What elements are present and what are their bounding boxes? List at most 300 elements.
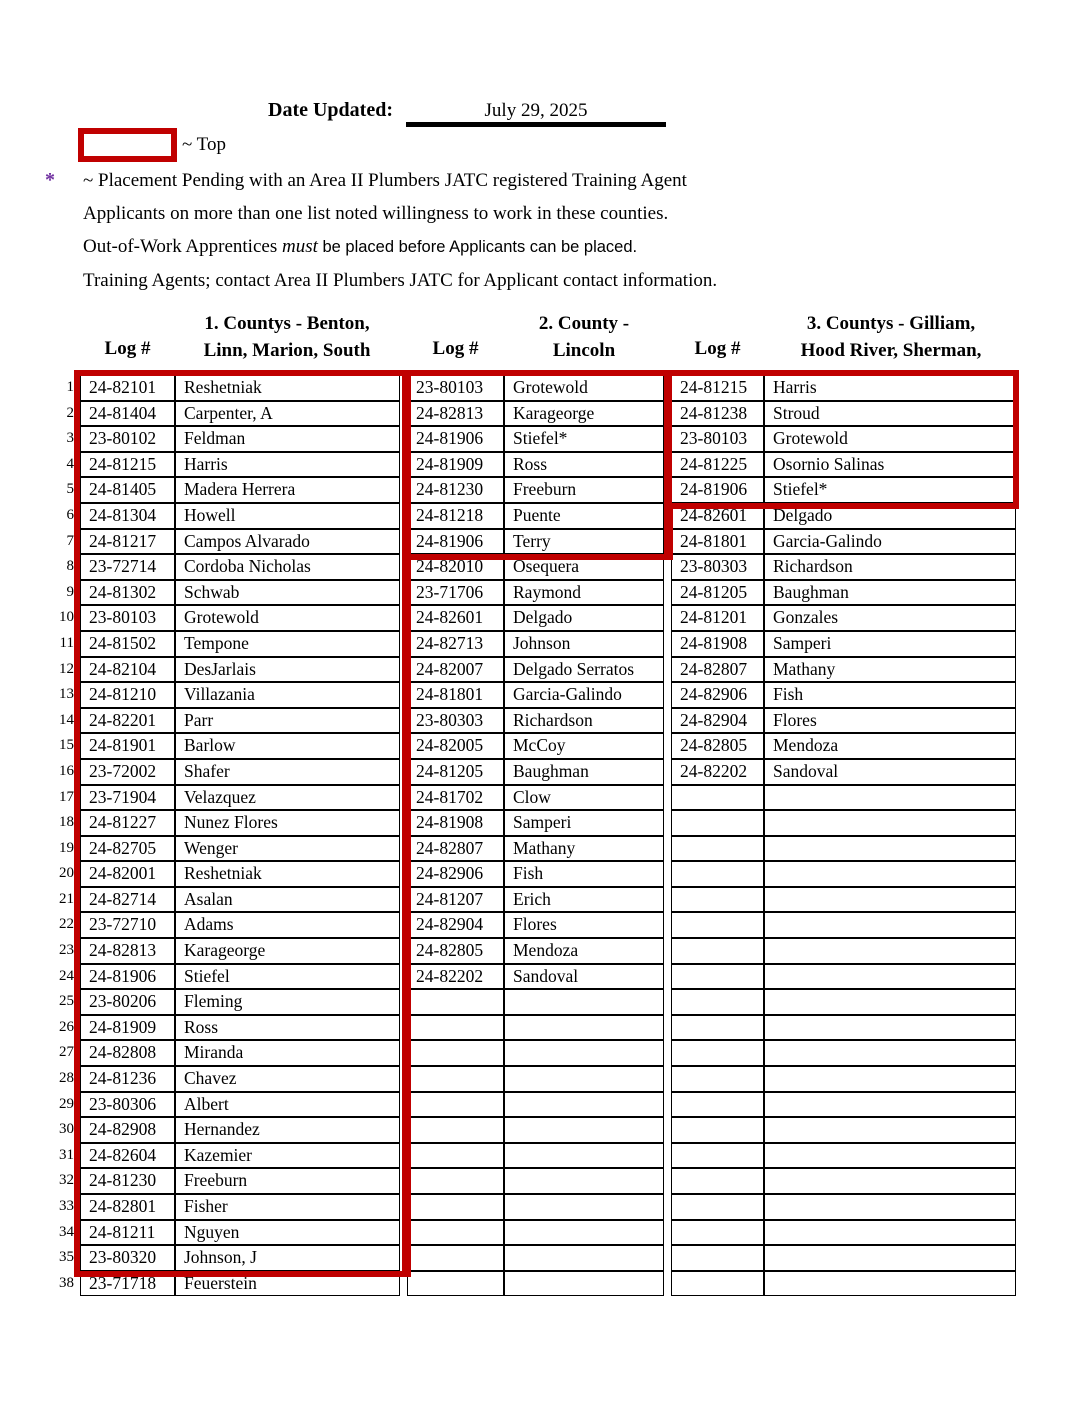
- log-cell: 24-81908: [671, 631, 764, 657]
- log-cell: 24-81218: [407, 503, 504, 529]
- name-cell: [764, 810, 1016, 836]
- log-cell: 24-81238: [671, 401, 764, 427]
- name-cell: Garcia-Galindo: [764, 529, 1016, 555]
- name-cell: [764, 1168, 1016, 1194]
- column-gap: [400, 452, 407, 478]
- name-cell: McCoy: [504, 733, 664, 759]
- column-gap: [400, 1245, 407, 1271]
- column-gap: [400, 1117, 407, 1143]
- row-number: 28: [59, 1070, 74, 1087]
- log-cell: 24-81302: [80, 580, 175, 606]
- log-cell: 24-82808: [80, 1040, 175, 1066]
- row-number: 14: [59, 711, 74, 728]
- column-gap: [664, 682, 671, 708]
- column-gap: [664, 785, 671, 811]
- column-gap: [400, 631, 407, 657]
- log-cell: 23-80320: [80, 1245, 175, 1271]
- row-number: 20: [59, 865, 74, 882]
- log-cell: 24-81230: [407, 477, 504, 503]
- log-cell: 24-81236: [80, 1066, 175, 1092]
- name-cell: Barlow: [175, 733, 400, 759]
- row-number: 26: [59, 1018, 74, 1035]
- log-cell: 24-82714: [80, 887, 175, 913]
- log-cell: [671, 1040, 764, 1066]
- name-cell: Gonzales: [764, 605, 1016, 631]
- log-cell: [671, 989, 764, 1015]
- log-cell: [407, 1168, 504, 1194]
- name-cell: Fleming: [175, 989, 400, 1015]
- column-gap: [400, 477, 407, 503]
- column-gap: [400, 861, 407, 887]
- note-training-agents: Training Agents; contact Area II Plumbers JATC for Applicant contact information.: [83, 270, 718, 291]
- column-gap: [400, 1066, 407, 1092]
- log-cell: 24-82805: [407, 938, 504, 964]
- name-cell: [764, 1092, 1016, 1118]
- column-gap: [664, 938, 671, 964]
- row-number: 19: [59, 839, 74, 856]
- row-number: 1: [66, 379, 74, 395]
- name-cell: Velazquez: [175, 785, 400, 811]
- name-cell: Flores: [504, 912, 664, 938]
- log-cell: 24-82001: [80, 861, 175, 887]
- name-cell: Johnson: [504, 631, 664, 657]
- log-cell: [671, 964, 764, 990]
- log-cell: [407, 1220, 504, 1246]
- log-cell: 23-80102: [80, 426, 175, 452]
- column-gap: [400, 1143, 407, 1169]
- column-gap: [400, 785, 407, 811]
- log-cell: 24-81405: [80, 477, 175, 503]
- top-note: ~ Top: [182, 134, 226, 155]
- note-out-of-work-serif: Out-of-Work Apprentices: [83, 236, 282, 257]
- column-gap: [664, 1245, 671, 1271]
- name-cell: [764, 964, 1016, 990]
- name-cell: Karageorge: [504, 401, 664, 427]
- log-cell: 24-81404: [80, 401, 175, 427]
- name-cell: Johnson, J: [175, 1245, 400, 1271]
- column-gap: [664, 1117, 671, 1143]
- column-gap: [400, 1220, 407, 1246]
- name-cell: Feuerstein: [175, 1271, 400, 1297]
- name-cell: Delgado: [764, 503, 1016, 529]
- log-cell: 24-82906: [407, 861, 504, 887]
- log-cell: [671, 1015, 764, 1041]
- name-cell: Schwab: [175, 580, 400, 606]
- name-cell: Reshetniak: [175, 375, 400, 401]
- log-cell: [671, 887, 764, 913]
- name-cell: [764, 1245, 1016, 1271]
- log-cell: [671, 1245, 764, 1271]
- column-gap: [664, 1066, 671, 1092]
- log-cell: 23-71706: [407, 580, 504, 606]
- log-cell: [671, 1117, 764, 1143]
- log-cell: [407, 1271, 504, 1297]
- log-cell: [407, 1092, 504, 1118]
- log-cell: [671, 810, 764, 836]
- log-cell: 24-81906: [407, 529, 504, 555]
- row-number: 18: [59, 814, 74, 831]
- name-cell: Wenger: [175, 836, 400, 862]
- name-cell: Albert: [175, 1092, 400, 1118]
- column-gap: [400, 938, 407, 964]
- log-cell: 24-82813: [407, 401, 504, 427]
- log-cell: 23-80303: [671, 554, 764, 580]
- name-cell: Cordoba Nicholas: [175, 554, 400, 580]
- column-gap: [664, 708, 671, 734]
- row-number-gutter: [30, 375, 74, 1296]
- log-cell: 24-81210: [80, 682, 175, 708]
- log-cell: 24-81215: [671, 375, 764, 401]
- row-number: 3: [66, 430, 74, 447]
- name-cell: Feldman: [175, 426, 400, 452]
- log-cell: 23-71904: [80, 785, 175, 811]
- log-cell: 24-82010: [407, 554, 504, 580]
- row-number: 23: [59, 942, 74, 959]
- log-cell: [671, 912, 764, 938]
- log-cell: [407, 1066, 504, 1092]
- column-gap: [664, 605, 671, 631]
- row-number: 16: [59, 762, 74, 779]
- name-cell: Osequera: [504, 554, 664, 580]
- log-cell: 24-81211: [80, 1220, 175, 1246]
- column-gap: [664, 631, 671, 657]
- log-cell: [671, 1194, 764, 1220]
- name-cell: Villazania: [175, 682, 400, 708]
- log-cell: 23-80306: [80, 1092, 175, 1118]
- log-cell: [671, 861, 764, 887]
- log-cell: 24-82007: [407, 657, 504, 683]
- group3-log-header: Log #: [694, 338, 741, 359]
- log-cell: 24-81207: [407, 887, 504, 913]
- name-cell: Terry: [504, 529, 664, 555]
- name-cell: Reshetniak: [175, 861, 400, 887]
- column-gap: [664, 887, 671, 913]
- log-cell: [671, 1168, 764, 1194]
- column-gap: [400, 759, 407, 785]
- name-cell: [764, 989, 1016, 1015]
- log-cell: 24-82202: [407, 964, 504, 990]
- log-cell: [671, 1271, 764, 1297]
- name-cell: Stiefel: [175, 964, 400, 990]
- column-gap: [400, 1040, 407, 1066]
- row-number: 21: [59, 890, 74, 907]
- date-updated-value: July 29, 2025: [484, 100, 588, 121]
- log-cell: 24-82104: [80, 657, 175, 683]
- name-cell: [764, 1015, 1016, 1041]
- name-cell: Harris: [175, 452, 400, 478]
- name-cell: Shafer: [175, 759, 400, 785]
- name-cell: Mathany: [764, 657, 1016, 683]
- group1-title: 1. Countys - Benton, Linn, Marion, South: [203, 313, 371, 361]
- name-cell: [764, 1143, 1016, 1169]
- name-cell: [764, 912, 1016, 938]
- log-cell: [671, 785, 764, 811]
- name-cell: [504, 1220, 664, 1246]
- log-cell: [407, 1040, 504, 1066]
- name-cell: Campos Alvarado: [175, 529, 400, 555]
- column-gap: [664, 580, 671, 606]
- note-out-of-work: [83, 236, 637, 258]
- name-cell: [764, 1040, 1016, 1066]
- log-cell: 23-72714: [80, 554, 175, 580]
- log-cell: 24-82813: [80, 938, 175, 964]
- name-cell: Baughman: [764, 580, 1016, 606]
- log-cell: [407, 1245, 504, 1271]
- column-gap: [400, 1015, 407, 1041]
- group2-log-header: Log #: [432, 338, 479, 359]
- row-number: 11: [59, 634, 74, 651]
- name-cell: Ross: [504, 452, 664, 478]
- name-cell: Clow: [504, 785, 664, 811]
- name-cell: Asalan: [175, 887, 400, 913]
- row-number: 27: [59, 1044, 74, 1061]
- name-cell: Garcia-Galindo: [504, 682, 664, 708]
- group1-log-header: Log #: [104, 338, 151, 359]
- name-cell: [504, 1271, 664, 1297]
- column-gap: [664, 426, 671, 452]
- note-out-of-work-italic: must: [281, 236, 318, 257]
- log-cell: 24-82101: [80, 375, 175, 401]
- red-legend-box: [78, 128, 177, 162]
- note-multiple-lists: Applicants on more than one list noted willingness to work in these counties.: [83, 203, 669, 224]
- name-cell: [504, 1092, 664, 1118]
- name-cell: Nunez Flores: [175, 810, 400, 836]
- name-cell: Puente: [504, 503, 664, 529]
- name-cell: [764, 1066, 1016, 1092]
- name-cell: Howell: [175, 503, 400, 529]
- log-cell: [407, 1015, 504, 1041]
- name-cell: Samperi: [504, 810, 664, 836]
- row-number: 33: [59, 1198, 74, 1214]
- placement-pending-asterisk: *: [45, 169, 55, 191]
- name-cell: [764, 785, 1016, 811]
- log-cell: 24-81909: [80, 1015, 175, 1041]
- row-number: 32: [59, 1172, 74, 1189]
- log-cell: 24-82908: [80, 1117, 175, 1143]
- column-gap: [400, 503, 407, 529]
- name-cell: [504, 1143, 664, 1169]
- log-cell: [407, 1117, 504, 1143]
- name-cell: Grotewold: [175, 605, 400, 631]
- column-gap: [664, 810, 671, 836]
- date-updated-label: Date Updated:: [268, 99, 393, 121]
- log-cell: 24-81230: [80, 1168, 175, 1194]
- name-cell: [504, 1245, 664, 1271]
- column-gap: [664, 1143, 671, 1169]
- row-number: 15: [59, 737, 74, 754]
- name-cell: [504, 1194, 664, 1220]
- log-cell: 24-81906: [80, 964, 175, 990]
- name-cell: [504, 1066, 664, 1092]
- apprentice-grid: [80, 375, 1016, 1296]
- name-cell: Sandoval: [504, 964, 664, 990]
- log-cell: 24-81502: [80, 631, 175, 657]
- name-cell: [764, 1220, 1016, 1246]
- column-gap: [664, 452, 671, 478]
- log-cell: 24-82904: [671, 708, 764, 734]
- log-cell: 24-81225: [671, 452, 764, 478]
- name-cell: Karageorge: [175, 938, 400, 964]
- column-gap: [664, 733, 671, 759]
- column-gap: [400, 426, 407, 452]
- column-gap: [664, 554, 671, 580]
- log-cell: 24-82705: [80, 836, 175, 862]
- log-cell: 24-81901: [80, 733, 175, 759]
- log-cell: 24-82604: [80, 1143, 175, 1169]
- name-cell: Hernandez: [175, 1117, 400, 1143]
- name-cell: Richardson: [504, 708, 664, 734]
- log-cell: 24-81908: [407, 810, 504, 836]
- column-gap: [400, 554, 407, 580]
- log-cell: 24-81906: [407, 426, 504, 452]
- row-number: 31: [59, 1146, 74, 1163]
- name-cell: [764, 887, 1016, 913]
- name-cell: Madera Herrera: [175, 477, 400, 503]
- name-cell: Ross: [175, 1015, 400, 1041]
- column-gap: [400, 836, 407, 862]
- column-gap: [400, 1092, 407, 1118]
- column-gap: [400, 1168, 407, 1194]
- column-gap: [400, 657, 407, 683]
- name-cell: Grotewold: [764, 426, 1016, 452]
- group3-title: 3. Countys - Gilliam, Hood River, Sherman,: [800, 313, 982, 361]
- log-cell: [671, 1143, 764, 1169]
- name-cell: Carpenter, A: [175, 401, 400, 427]
- log-cell: 24-82805: [671, 733, 764, 759]
- log-cell: 24-81217: [80, 529, 175, 555]
- log-cell: [671, 1092, 764, 1118]
- column-gap: [664, 989, 671, 1015]
- row-number: 17: [59, 788, 74, 805]
- name-cell: Delgado Serratos: [504, 657, 664, 683]
- column-gap: [664, 401, 671, 427]
- column-gap: [400, 580, 407, 606]
- name-cell: Adams: [175, 912, 400, 938]
- column-gap: [400, 1271, 407, 1297]
- row-number: 12: [59, 660, 74, 677]
- row-number: 9: [66, 583, 74, 600]
- name-cell: [504, 1168, 664, 1194]
- row-number: 6: [66, 506, 74, 523]
- name-cell: Fisher: [175, 1194, 400, 1220]
- name-cell: [764, 938, 1016, 964]
- column-gap: [400, 887, 407, 913]
- column-gap: [400, 964, 407, 990]
- column-gap: [664, 657, 671, 683]
- column-gap: [664, 477, 671, 503]
- column-gap: [400, 375, 407, 401]
- column-gap: [664, 836, 671, 862]
- name-cell: Erich: [504, 887, 664, 913]
- name-cell: Freeburn: [175, 1168, 400, 1194]
- name-cell: Flores: [764, 708, 1016, 734]
- column-gap: [400, 401, 407, 427]
- name-cell: Fish: [504, 861, 664, 887]
- column-gap: [664, 964, 671, 990]
- row-number: 24: [59, 967, 74, 984]
- log-cell: 24-81227: [80, 810, 175, 836]
- column-gap: [400, 708, 407, 734]
- name-cell: Grotewold: [504, 375, 664, 401]
- name-cell: Raymond: [504, 580, 664, 606]
- name-cell: Stiefel*: [764, 477, 1016, 503]
- log-cell: 23-72002: [80, 759, 175, 785]
- row-number: 13: [59, 686, 74, 703]
- name-cell: Freeburn: [504, 477, 664, 503]
- log-cell: 24-81304: [80, 503, 175, 529]
- column-gap: [664, 759, 671, 785]
- column-gap: [664, 375, 671, 401]
- log-cell: [407, 989, 504, 1015]
- log-cell: [671, 938, 764, 964]
- column-gap: [400, 733, 407, 759]
- log-cell: 24-82601: [671, 503, 764, 529]
- column-gap: [664, 529, 671, 555]
- log-cell: 24-81909: [407, 452, 504, 478]
- log-cell: 24-81801: [671, 529, 764, 555]
- row-number: 35: [59, 1249, 74, 1266]
- name-cell: Miranda: [175, 1040, 400, 1066]
- log-cell: 23-71718: [80, 1271, 175, 1297]
- log-cell: [671, 1220, 764, 1246]
- name-cell: Tempone: [175, 631, 400, 657]
- log-cell: [671, 1066, 764, 1092]
- name-cell: Stiefel*: [504, 426, 664, 452]
- log-cell: [671, 836, 764, 862]
- log-cell: 23-80103: [671, 426, 764, 452]
- column-gap: [400, 529, 407, 555]
- name-cell: Mendoza: [764, 733, 1016, 759]
- name-cell: Richardson: [764, 554, 1016, 580]
- name-cell: DesJarlais: [175, 657, 400, 683]
- group2-title: 2. County - Lincoln: [538, 313, 630, 361]
- log-cell: 24-81205: [407, 759, 504, 785]
- row-number: 30: [59, 1121, 74, 1138]
- log-cell: 24-82801: [80, 1194, 175, 1220]
- name-cell: [764, 861, 1016, 887]
- log-cell: 24-82005: [407, 733, 504, 759]
- name-cell: [504, 1015, 664, 1041]
- column-gap: [664, 503, 671, 529]
- log-cell: 24-82807: [671, 657, 764, 683]
- name-cell: Mathany: [504, 836, 664, 862]
- column-gap: [664, 1220, 671, 1246]
- date-underline: [406, 122, 666, 127]
- log-cell: 24-81205: [671, 580, 764, 606]
- name-cell: [764, 1117, 1016, 1143]
- name-cell: [504, 1117, 664, 1143]
- log-cell: 24-82202: [671, 759, 764, 785]
- name-cell: Baughman: [504, 759, 664, 785]
- name-cell: [504, 989, 664, 1015]
- column-gap: [400, 605, 407, 631]
- name-cell: Fish: [764, 682, 1016, 708]
- name-cell: Sandoval: [764, 759, 1016, 785]
- column-gap: [400, 989, 407, 1015]
- log-cell: 24-82807: [407, 836, 504, 862]
- column-gap: [664, 1015, 671, 1041]
- log-cell: 24-82601: [407, 605, 504, 631]
- row-number: 25: [59, 993, 74, 1010]
- log-cell: 24-81801: [407, 682, 504, 708]
- log-cell: 24-81215: [80, 452, 175, 478]
- name-cell: Mendoza: [504, 938, 664, 964]
- note-placement-pending: ~ Placement Pending with an Area II Plumbers JATC registered Training Agent: [83, 170, 687, 191]
- log-cell: 24-81906: [671, 477, 764, 503]
- row-number: 10: [59, 609, 74, 626]
- log-cell: 24-82906: [671, 682, 764, 708]
- log-cell: 23-72710: [80, 912, 175, 938]
